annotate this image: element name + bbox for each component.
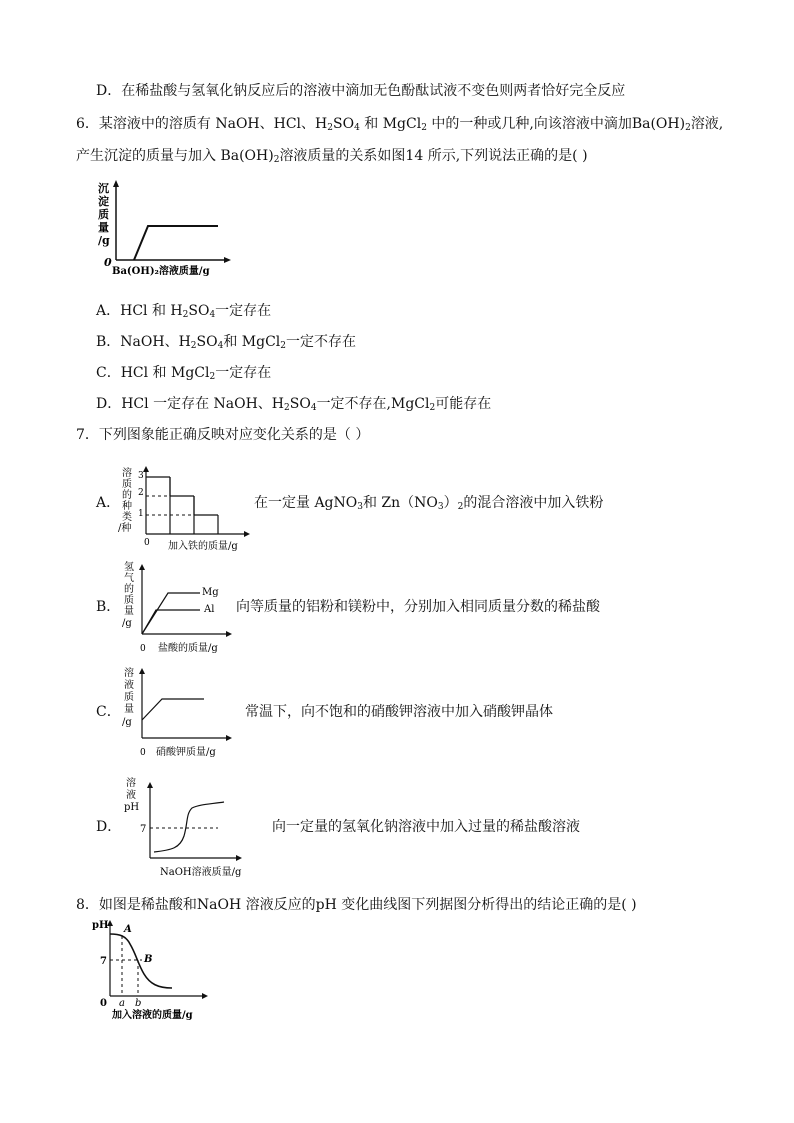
q6-option-b xyxy=(96,333,356,351)
q6-stem-text: 中的一种或几种,向该溶液中滴加Ba(OH) xyxy=(426,116,686,132)
q7d-ph-graph xyxy=(120,774,270,880)
q7c-y-label-char: /g xyxy=(122,717,132,728)
q7b-x-label: 盐酸的质量/g xyxy=(158,643,218,654)
subscript: 3 xyxy=(437,502,444,512)
q6-option-d xyxy=(96,395,491,413)
q7d-ytick-7: 7 xyxy=(140,824,147,835)
q7c-y-label-char: 量 xyxy=(124,704,134,715)
q7c-solution-mass-graph xyxy=(118,664,238,760)
q7c-x-label: 硝酸钾质量/g xyxy=(156,747,216,758)
q7d-y-label xyxy=(124,776,139,813)
q7a-ytick-1: 1 xyxy=(138,509,144,519)
q8-point-a: A xyxy=(124,924,132,935)
q7-option-b-desc xyxy=(236,598,600,616)
subscript: 3 xyxy=(357,502,363,512)
q8-point-b: B xyxy=(144,954,153,965)
q7a-ytick-2: 2 xyxy=(138,488,144,498)
q6-option-b-text: 和 MgCl xyxy=(223,334,281,350)
q7b-series-al: Al xyxy=(204,604,215,615)
q5-option-d xyxy=(96,82,625,100)
q7-option-d-letter: D． xyxy=(96,819,122,835)
q7c-origin: 0 xyxy=(140,748,146,758)
q7b-series-mg: Mg xyxy=(202,587,219,598)
q6-option-d-text: D．HCl 一定存在 NaOH、H xyxy=(96,396,285,412)
q7a-desc-text: 的混合溶液中加入铁粉 xyxy=(463,495,604,511)
q7a-desc-text: 和 Zn（NO xyxy=(362,495,438,511)
q7d-curve xyxy=(154,802,224,852)
q8-origin: 0 xyxy=(100,998,107,1009)
subscript: 2 xyxy=(209,372,216,382)
q7-option-a-letter: A． xyxy=(96,495,121,511)
q6-stem-text: 溶液质量的关系如图14 所示,下列说法正确的是( ) xyxy=(279,148,588,164)
q6-option-b-text: 一定不存在 xyxy=(286,334,356,350)
q6-x-arrow xyxy=(224,257,231,263)
q6-option-a-text: A．HCl 和 H xyxy=(96,303,183,319)
subscript: 2 xyxy=(273,155,280,165)
q7a-x-arrow xyxy=(244,531,250,537)
q7-stem-text: 7．下列图象能正确反映对应变化关系的是（ ） xyxy=(76,427,370,443)
q7-option-c-desc xyxy=(245,703,553,721)
q7b-al-line xyxy=(142,610,200,634)
q7a-desc-text: ） xyxy=(443,495,458,511)
subscript: 4 xyxy=(209,310,216,320)
q7b-y-label-char: 量 xyxy=(124,606,134,617)
q7c-x-arrow xyxy=(226,735,232,741)
q6-stem-text: 产生沉淀的质量与加入 Ba(OH) xyxy=(76,148,274,164)
subscript: 4 xyxy=(310,403,317,413)
q7c-y-label-char: 质 xyxy=(124,692,134,703)
q7b-mg-line xyxy=(142,593,200,634)
q6-option-c-text: 一定存在 xyxy=(215,365,272,381)
subscript: 2 xyxy=(327,123,333,133)
q7d-y-label-char: pH xyxy=(124,802,140,813)
q8-ph-curve-graph xyxy=(90,914,220,1022)
q7c-desc-text: 常温下，向不饱和的硝酸钾溶液中加入硝酸钾晶体 xyxy=(245,704,553,720)
q7-option-c-label xyxy=(96,703,121,721)
q7a-y-label-char: 类 xyxy=(122,512,132,523)
q7b-y-label-char: 质 xyxy=(124,595,134,606)
subscript: 2 xyxy=(457,502,464,512)
q6-option-a-text: 一定存在 xyxy=(215,303,272,319)
q7d-y-label-char: 溶 xyxy=(126,778,136,789)
q8-curve xyxy=(110,934,172,988)
q7a-y-label-char: /种 xyxy=(118,523,132,534)
q6-option-b-text: SO xyxy=(196,334,218,350)
q6-stem-text: 溶液, xyxy=(690,116,724,132)
q7c-curve xyxy=(142,699,204,720)
q5-option-d-text: D．在稀盐酸与氢氧化钠反应后的溶液中滴加无色酚酞试液不变色则两者恰好完全反应 xyxy=(96,83,626,99)
q7b-y-label-char: 气 xyxy=(124,573,134,584)
q7c-y-label xyxy=(122,666,134,728)
q8-ytick-7: 7 xyxy=(100,956,107,967)
q7a-y-label-char: 质 xyxy=(122,479,132,490)
q7c-y-label-char: 溶 xyxy=(124,668,134,679)
q7b-hydrogen-graph xyxy=(118,560,238,656)
q6-precipitate-graph xyxy=(92,180,232,280)
q7b-y-arrow xyxy=(139,564,145,570)
subscript: 4 xyxy=(354,123,360,133)
q8-y-label: pH xyxy=(92,920,109,931)
q6-stem-text: SO xyxy=(332,116,355,132)
q8-xtick-a: a xyxy=(119,998,125,1009)
q6-option-d-text: 可能存在 xyxy=(435,396,492,412)
subscript: 2 xyxy=(182,310,189,320)
q7a-x-label: 加入铁的质量/g xyxy=(168,541,238,552)
q7a-y-label-char: 的 xyxy=(122,490,132,501)
subscript: 2 xyxy=(280,341,286,351)
q7a-step-series xyxy=(146,477,218,534)
q7d-x-label: NaOH溶液质量/g xyxy=(160,867,242,878)
q6-stem-line2 xyxy=(76,147,588,165)
q6-y-label-char: /g xyxy=(98,234,110,247)
q6-x-label: Ba(OH)₂溶液质量/g xyxy=(112,266,210,277)
q6-option-c-text: C．HCl 和 MgCl xyxy=(96,365,210,381)
q8-stem-text: 8．如图是稀盐酸和NaOH 溶液反应的pH 变化曲线图下列据图分析得出的结论正确的是( ) xyxy=(76,897,637,913)
q7a-ytick-3: 3 xyxy=(138,471,144,481)
subscript: 2 xyxy=(429,403,436,413)
q7-option-c-letter: C． xyxy=(96,704,121,720)
q7-option-b-letter: B． xyxy=(96,599,121,615)
q8-stem xyxy=(76,896,637,914)
q7b-desc-text: 向等质量的铝粉和镁粉中，分别加入相同质量分数的稀盐酸 xyxy=(236,599,600,615)
q7b-origin: 0 xyxy=(140,644,146,654)
q8-x-arrow xyxy=(202,993,208,999)
q7d-y-label-char: 液 xyxy=(126,790,136,801)
q7b-y-label-char: 氢 xyxy=(124,562,134,573)
q7-option-a-desc xyxy=(254,494,603,512)
q6-stem-text: 6．某溶液中的溶质有 NaOH、HCl、H xyxy=(76,116,328,132)
q7a-solute-kinds-graph xyxy=(116,466,252,554)
q7b-y-label xyxy=(122,560,134,629)
q7d-y-arrow xyxy=(147,782,153,788)
q6-option-b-text: B．NaOH、H xyxy=(96,334,191,350)
q6-y-label-char: 沉 xyxy=(98,182,109,195)
q7b-y-label-char: 的 xyxy=(124,584,134,595)
q7-option-d-label xyxy=(96,818,121,836)
q6-y-label-char: 淀 xyxy=(98,195,109,208)
q7a-origin: 0 xyxy=(144,538,150,548)
q7c-y-arrow xyxy=(139,668,145,674)
q7c-y-label-char: 液 xyxy=(124,680,134,691)
q7a-desc-text: 在一定量 AgNO xyxy=(254,495,358,511)
q6-option-c xyxy=(96,364,271,382)
q6-stem-text: 和 MgCl xyxy=(359,116,422,132)
q6-y-arrow xyxy=(113,180,119,187)
q6-y-label-char: 量 xyxy=(98,221,109,234)
q7d-desc-text: 向一定量的氢氧化钠溶液中加入过量的稀盐酸溶液 xyxy=(272,819,580,835)
q7a-y-label xyxy=(118,466,132,534)
q6-option-d-text: 一定不存在,MgCl xyxy=(316,396,430,412)
q7-option-d-desc xyxy=(272,818,580,836)
subscript: 2 xyxy=(421,123,427,133)
q7a-y-label-char: 种 xyxy=(122,501,132,512)
q7b-x-arrow xyxy=(226,631,232,637)
q6-option-a-text: SO xyxy=(188,303,210,319)
q7-option-b-label xyxy=(96,598,120,616)
q6-stem-line1 xyxy=(76,115,723,133)
subscript: 2 xyxy=(685,123,691,133)
q6-y-label xyxy=(98,181,110,247)
q6-option-a xyxy=(96,302,271,320)
q7a-y-arrow xyxy=(143,466,149,472)
q8-xtick-b: b xyxy=(135,998,142,1009)
q7d-x-arrow xyxy=(236,855,242,861)
subscript: 4 xyxy=(217,341,224,351)
q7b-y-label-char: /g xyxy=(122,618,132,629)
q6-y-label-char: 质 xyxy=(98,208,109,221)
q6-origin: 0 xyxy=(104,256,112,269)
subscript: 2 xyxy=(190,341,197,351)
q7a-y-label-char: 溶 xyxy=(122,468,132,479)
subscript: 2 xyxy=(284,403,290,413)
q6-curve xyxy=(134,226,218,260)
q7-stem xyxy=(76,426,369,444)
q6-option-d-text: SO xyxy=(289,396,311,412)
q8-x-label: 加入溶液的质量/g xyxy=(112,1010,193,1021)
